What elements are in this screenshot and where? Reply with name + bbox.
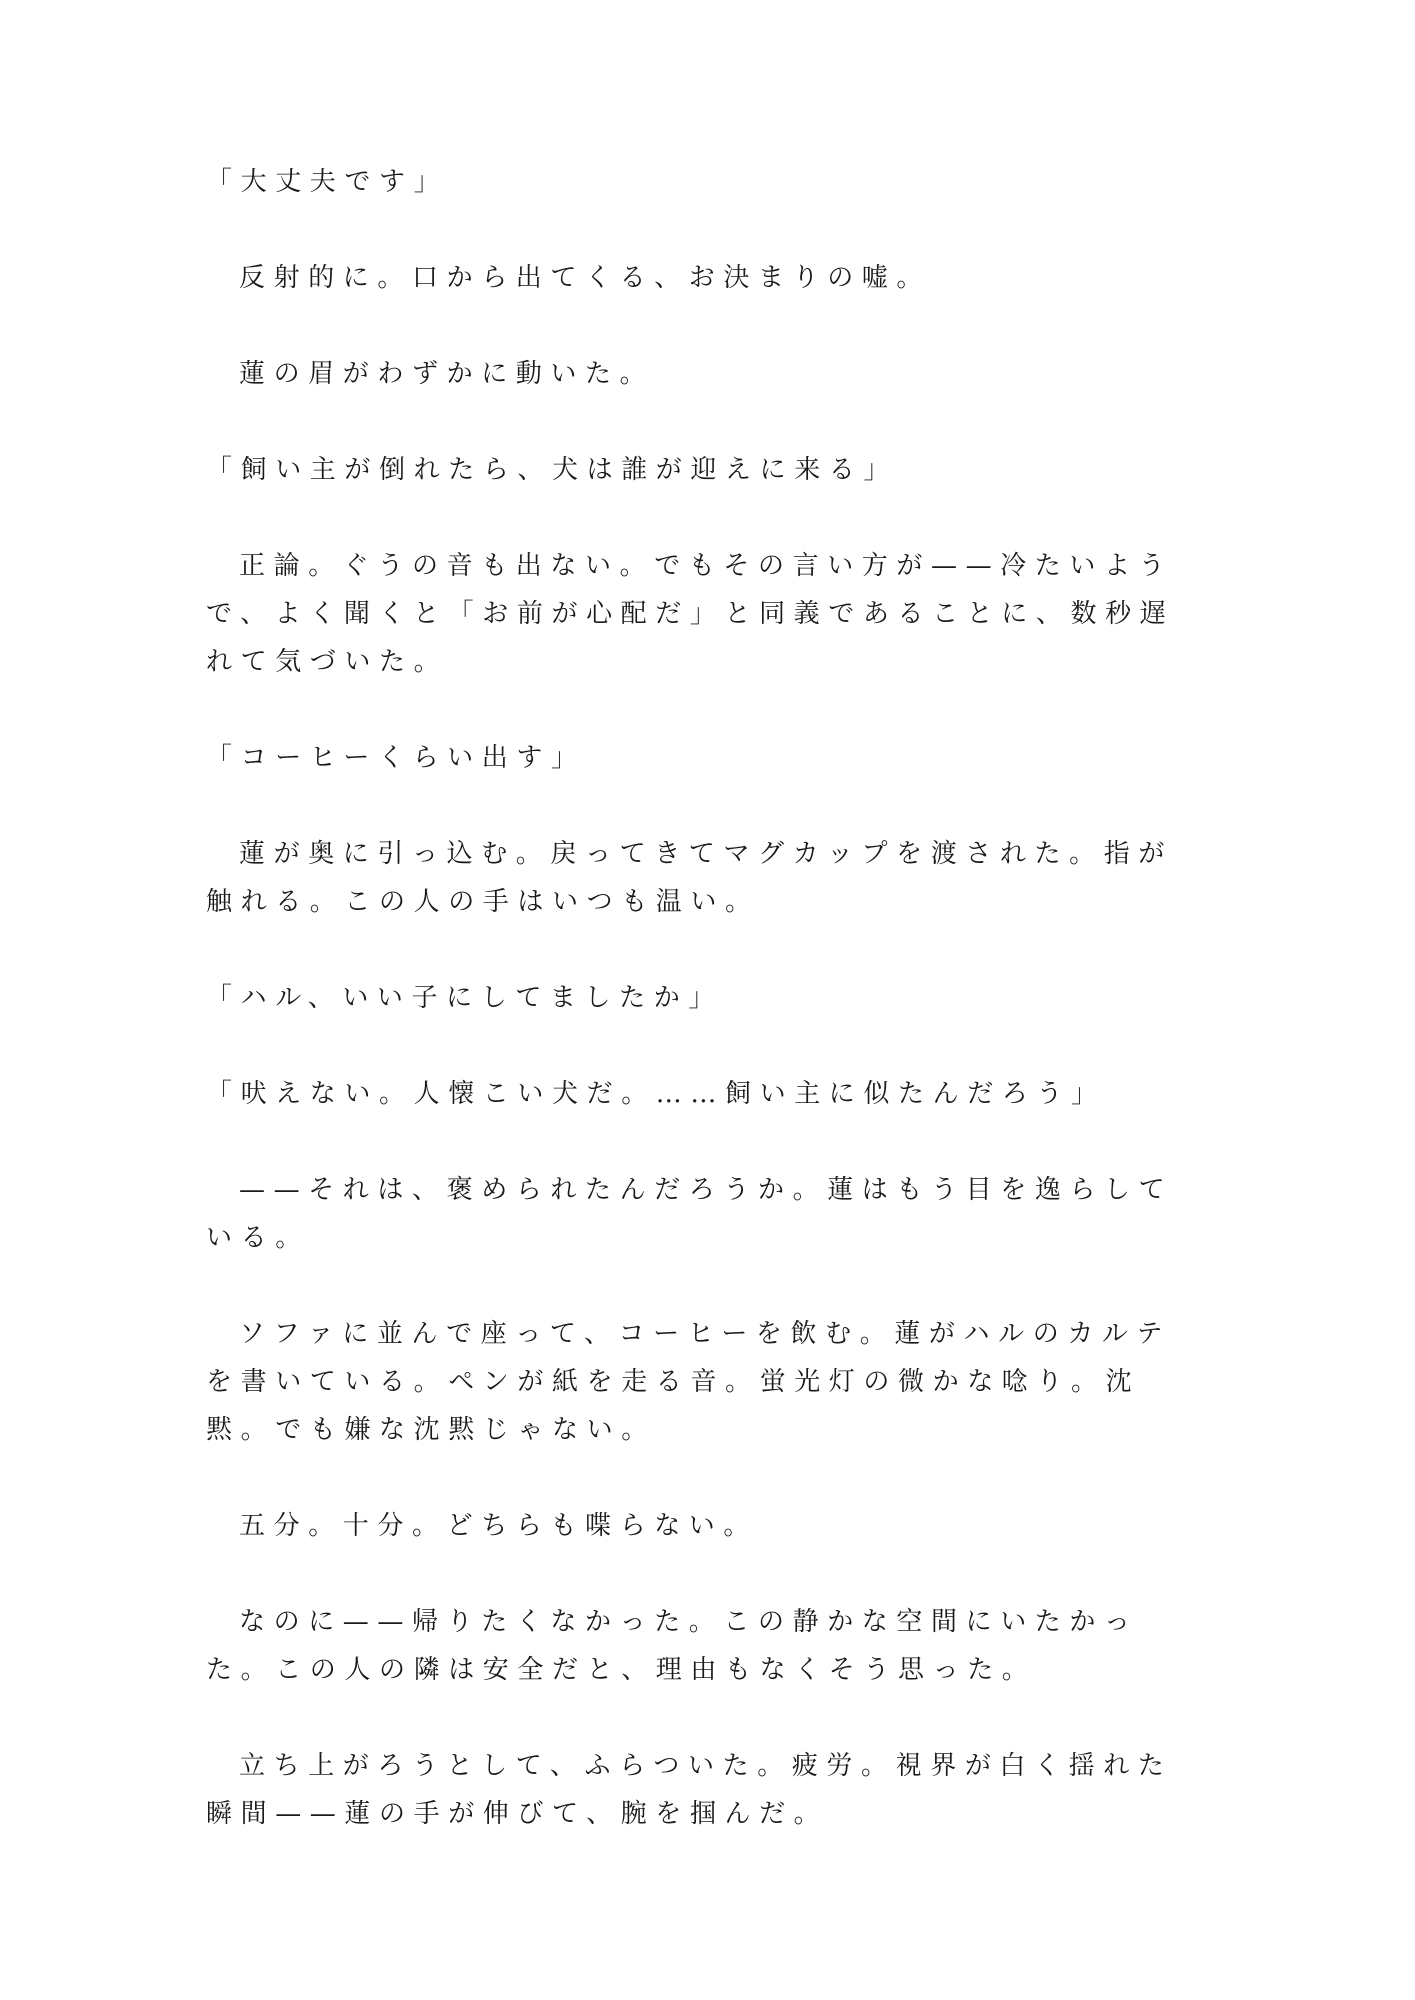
dialogue-paragraph: 「ハル、いい子にしてましたか」 (206, 983, 723, 1013)
narration-paragraph: 立ち上がろうとして、ふらついた。疲労。視界が白く揺れた瞬間——蓮の手が伸びて、腕を掴んだ。 (206, 1751, 1173, 1829)
narration-paragraph: 蓮の眉がわずかに動いた。 (239, 359, 655, 389)
dialogue-paragraph: 「吠えない。人懐こい犬だ。……飼い主に似たんだろう」 (206, 1079, 1106, 1109)
narration-paragraph: ——それは、褒められたんだろうか。蓮はもう目を逸らしている。 (206, 1175, 1174, 1253)
narration-paragraph: 正論。ぐうの音も出ない。でもその言い方が——冷たいようで、よく聞くと「お前が心配だ」と同義であることに、数秒遅れて気づいた。 (206, 551, 1175, 677)
narration-paragraph: ソファに並んで座って、コーヒーを飲む。蓮がハルのカルテを書いている。ペンが紙を走る音。蛍光灯の微かな唸り。沈黙。でも嫌な沈黙じゃない。 (206, 1319, 1172, 1445)
dialogue-paragraph: 「コーヒーくらい出す」 (206, 743, 586, 773)
text-body (206, 158, 1176, 1886)
narration-paragraph: なのに——帰りたくなかった。この静かな空間にいたかった。この人の隣は安全だと、理由もなくそう思った。 (206, 1607, 1139, 1685)
dialogue-paragraph: 「飼い主が倒れたら、犬は誰が迎えに来る」 (206, 455, 899, 485)
narration-paragraph: 五分。十分。どちらも喋らない。 (239, 1511, 759, 1541)
narration-paragraph: 蓮が奥に引っ込む。戻ってきてマグカップを渡された。指が触れる。この人の手はいつも温い。 (206, 839, 1173, 917)
dialogue-paragraph: 「大丈夫です」 (206, 167, 449, 197)
narration-paragraph: 反射的に。口から出てくる、お決まりの嘘。 (239, 263, 932, 293)
